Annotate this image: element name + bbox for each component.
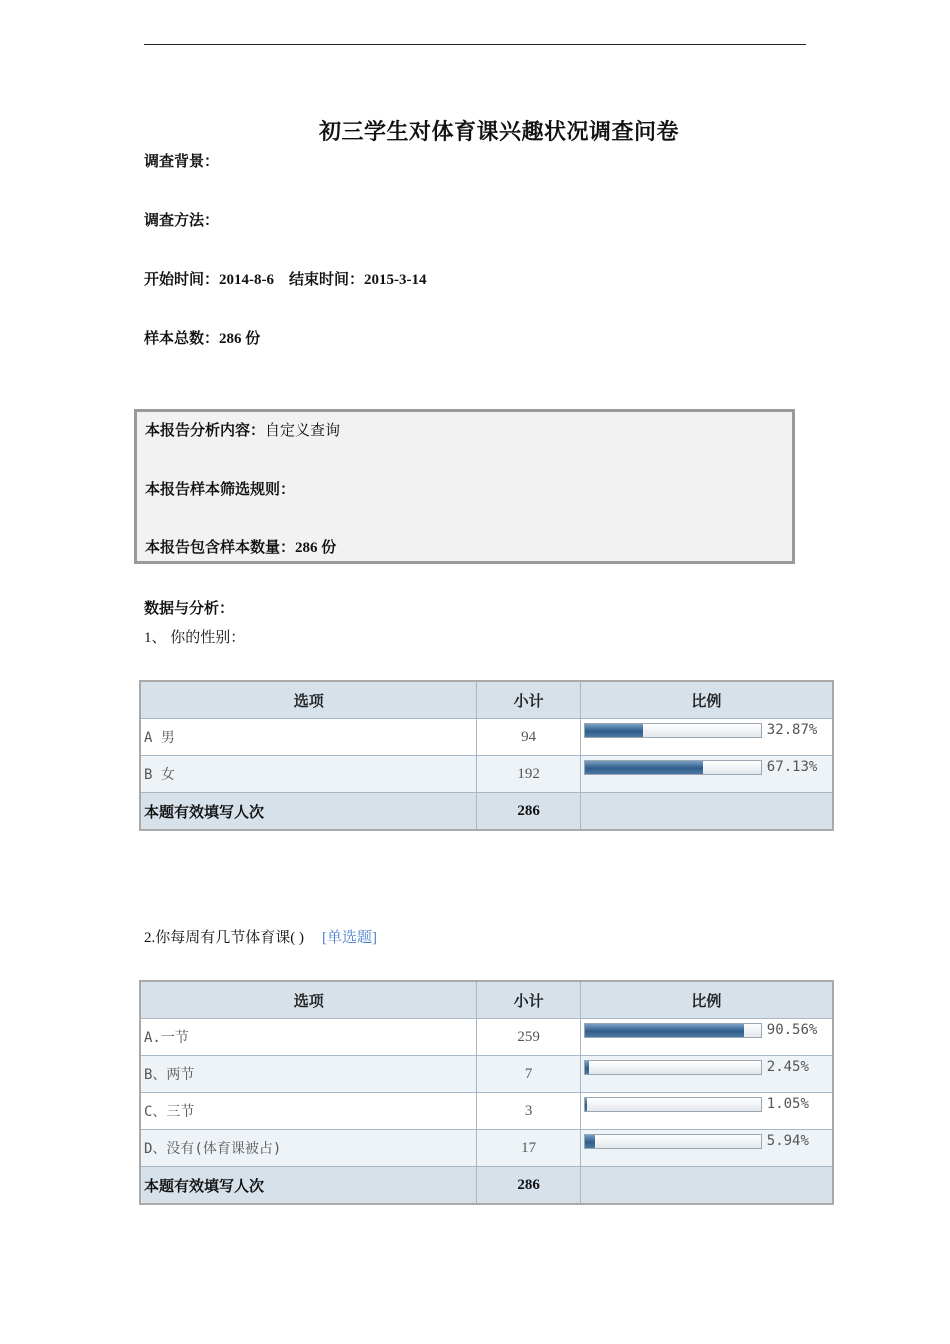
table-row [140, 1093, 833, 1130]
top-rule [144, 44, 806, 45]
progress-bar [584, 723, 762, 738]
report-content [145, 419, 340, 440]
question-2-title [144, 926, 377, 947]
table-row [140, 1056, 833, 1093]
question-2-text: 2.你每周有几节体育课( ) [144, 930, 304, 946]
table-row [140, 1019, 833, 1056]
header-count: 小计 [477, 981, 580, 1019]
option-label: B、两节 [140, 1056, 477, 1093]
report-content-value: 自定义查询 [265, 423, 341, 439]
option-label: A.一节 [140, 1019, 477, 1056]
table-header-row [140, 681, 833, 719]
option-count: 192 [477, 756, 580, 793]
progress-bar [584, 1023, 762, 1038]
survey-time: 开始时间：2014-8-6 结束时间：2015-3-14 [144, 272, 427, 288]
total-label: 本题有效填写人次 [140, 1167, 477, 1205]
page-title: 初三学生对体育课兴趣状况调查问卷 [318, 119, 679, 144]
header-option: 选项 [140, 681, 477, 719]
question-2-table [139, 980, 834, 1205]
report-sample-count: 本报告包含样本数量：286 份 [145, 540, 337, 556]
survey-background: 调查背景： [144, 154, 220, 170]
ratio-cell [580, 719, 833, 756]
table-total-row [140, 1167, 833, 1205]
question-1-table [139, 680, 834, 831]
question-1-title [144, 626, 245, 647]
ratio-cell [580, 1093, 833, 1130]
progress-fill [585, 1024, 744, 1037]
progress-bar [584, 1060, 762, 1075]
progress-fill [585, 724, 643, 737]
header-ratio: 比例 [580, 681, 833, 719]
table-total-row [140, 793, 833, 831]
option-label: B 女 [140, 756, 477, 793]
progress-fill [585, 761, 703, 774]
report-filter-rule: 本报告样本筛选规则： [145, 482, 296, 498]
progress-bar [584, 1097, 762, 1112]
table-row [140, 756, 833, 793]
section-title: 数据与分析： [144, 601, 235, 617]
header-count: 小计 [477, 681, 580, 719]
total-count: 286 [477, 1167, 580, 1205]
ratio-percent: 90.56% [766, 1022, 818, 1038]
question-1-text: 1、 你的性别： [144, 630, 246, 646]
option-label: A 男 [140, 719, 477, 756]
total-empty-cell [580, 1167, 833, 1205]
ratio-percent: 5.94% [766, 1133, 809, 1149]
total-count: 286 [477, 793, 580, 831]
progress-fill [585, 1061, 589, 1074]
progress-bar [584, 1134, 762, 1149]
option-count: 3 [477, 1093, 580, 1130]
table-header-row [140, 981, 833, 1019]
total-label: 本题有效填写人次 [140, 793, 477, 831]
ratio-cell [580, 1130, 833, 1167]
option-count: 259 [477, 1019, 580, 1056]
progress-fill [585, 1135, 595, 1148]
ratio-percent: 2.45% [766, 1059, 809, 1075]
option-label: D、没有(体育课被占) [140, 1130, 477, 1167]
report-content-label: 本报告分析内容： [145, 423, 266, 439]
ratio-percent: 1.05% [766, 1096, 809, 1112]
ratio-cell [580, 1056, 833, 1093]
progress-bar [584, 760, 762, 775]
header-ratio: 比例 [580, 981, 833, 1019]
total-empty-cell [580, 793, 833, 831]
table-row [140, 719, 833, 756]
header-option: 选项 [140, 981, 477, 1019]
ratio-cell [580, 756, 833, 793]
ratio-cell [580, 1019, 833, 1056]
option-count: 17 [477, 1130, 580, 1167]
option-label: C、三节 [140, 1093, 477, 1130]
sample-total: 样本总数：286 份 [144, 331, 261, 347]
progress-fill [585, 1098, 587, 1111]
table-row [140, 1130, 833, 1167]
option-count: 7 [477, 1056, 580, 1093]
ratio-percent: 32.87% [766, 722, 818, 738]
ratio-percent: 67.13% [766, 759, 818, 775]
option-count: 94 [477, 719, 580, 756]
report-info-box [134, 409, 795, 564]
survey-method: 调查方法： [144, 213, 220, 229]
question-type-tag[interactable]: [单选题] [322, 930, 377, 946]
